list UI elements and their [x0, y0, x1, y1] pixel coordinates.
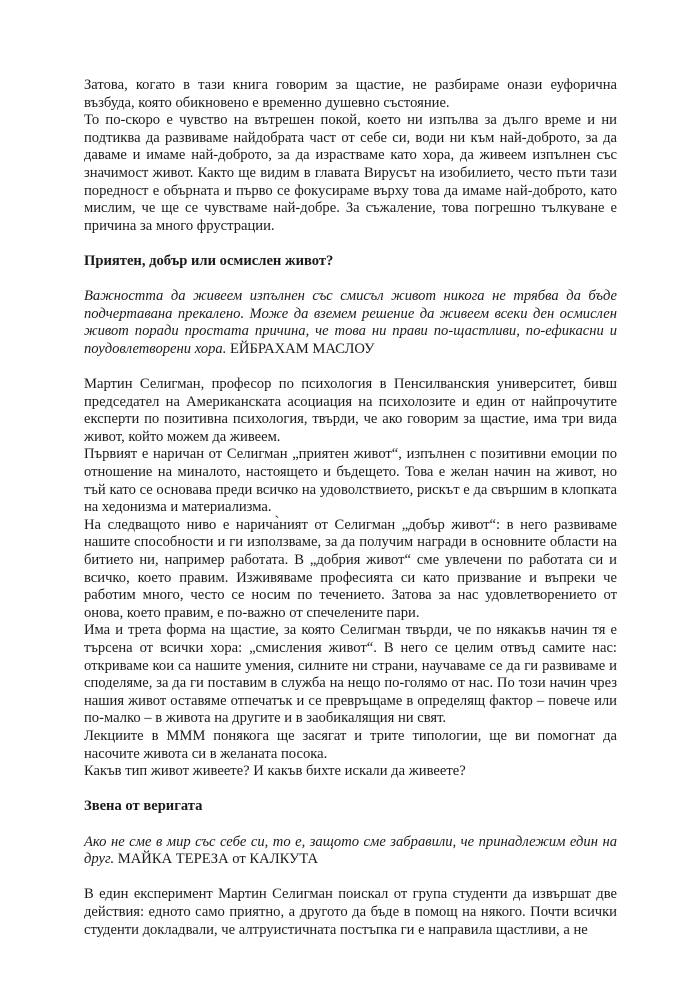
section-heading: Звена от веригата	[84, 798, 203, 815]
epigraph-text: Важността да живеем изпълнен със смисъл живот никога не трябва да бъде подчертавана прекалено. Може да вземем решение да живеем всеки ден осмислен живот поради простата причина, че това ни прави по-щастливи, по-ефикасни и поудовлетворени хора.	[84, 288, 617, 357]
paragraph: Затова, когато в тази книга говорим за щастие, не разбираме онази еуфорична възбуда, която обикновено е временно душевно състояние.	[84, 77, 617, 111]
paragraph: Има и трета форма на щастие, за която Селигман твърди, че по някакъв начин тя е търсена от всички хора: „смисления живот“. В него се целим отвъд самите нас: откриваме кои са нашите умения, силните ни страни, научаваме се да ги развиваме и споделяме, за да ги поставим в служба на нещо по-голямо от нас. По този начин чрез нашия живот оставяме отпечатък и се превръщаме в определящ фактор – повече или по-малко – в живота на другите и в заобикалящия ни свят.	[84, 622, 617, 727]
epigraph-text: Ако не сме в мир със себе си, то е, защото сме забравили, че принадлежим един на друг.	[84, 833, 617, 868]
epigraph-author: МАЙКА ТЕРЕЗА от КАЛКУТА	[117, 851, 319, 868]
paragraph: На следващото ниво е нарича̀ният от Селигман „добър живот“: в него развиваме нашите способности и ги използваме, за да получим награди в основните области на битието ни, например работата. В „добрия живот“ сме увлечени по работата си и всичко, което правим. Изживяваме професията си като призвание и въпреки че работим много, често се носим по течението. Затова за нас удовлетворението от онова, което правим, е по-важно от спечелените пари.	[84, 516, 617, 621]
paragraph: Мартин Селигман, професор по психология в Пенсилванския университет, бивш председател на Американската асоциация на психолозите и един от найпрочутите експерти по позитивна психология, твърди, че ако говорим за щастие, има три вида живот, който можем да живеем.	[84, 376, 617, 445]
epigraph	[84, 288, 617, 358]
document-page	[84, 77, 617, 939]
paragraph: В един експеримент Мартин Селигман поискал от група студенти да извършат две действия: едното само приятно, а другото да бъде в помощ на някого. Почти всички студенти докладвали, че алтруистичната постъпка ги е направила щастливи, а не	[84, 886, 617, 938]
paragraph: То по-скоро е чувство на вътрешен покой, което ни изпълва за дълго време и ни подтиква да развиваме найдобрата част от себе си, води ни към най-доброто, за да даваме и имаме най-доброто, за да израстваме като хора, да живеем изпълнен със значимост живот. Както ще видим в главата Вирусът на изобилието, често пъти тази поредност е обърната и първо се фокусираме върху това да имаме най-доброто, като мислим, че ще се чувстваме най-добре. За съжаление, това погрешно тълкуване е причина за много фрустрации.	[84, 112, 617, 234]
paragraph: Какъв тип живот живеете? И какъв бихте искали да живеете?	[84, 763, 466, 780]
epigraph	[84, 834, 617, 869]
epigraph-author: ЕЙБРАХАМ МАСЛОУ	[230, 340, 375, 357]
paragraph: Лекциите в МММ понякога ще засягат и трите типологии, ще ви помогнат да насочите живота си в желаната посока.	[84, 727, 617, 762]
paragraph: Първият е наричан от Селигман „приятен живот“, изпълнен с позитивни емоции по отношение на миналото, настоящето и бъдещето. Това е желан начин на живот, но тъй като се основава преди всичко на удоволствието, рискът е да свършим в клопката на хедонизма и материализма.	[84, 446, 617, 516]
section-heading: Приятен, добър или осмислен живот?	[84, 252, 334, 269]
